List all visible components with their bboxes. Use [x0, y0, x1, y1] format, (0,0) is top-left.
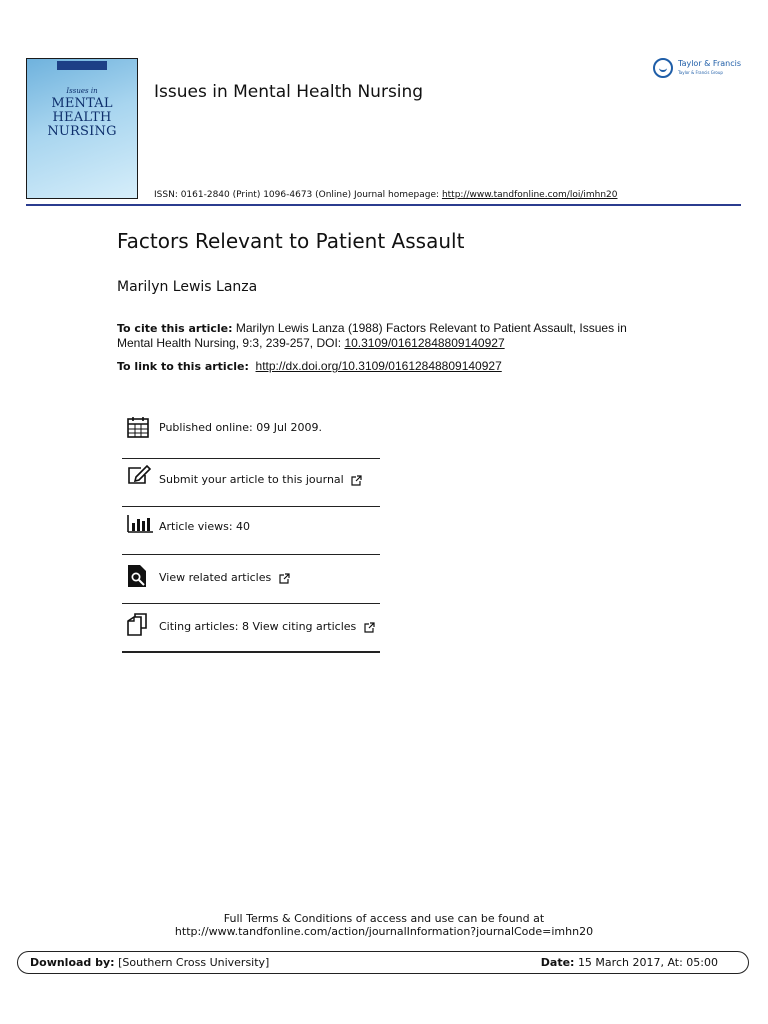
edit-icon — [127, 465, 151, 489]
terms-notice — [0, 912, 768, 938]
info-views — [122, 507, 380, 555]
submit-article-label: Submit your article to this journal — [159, 473, 344, 486]
date-value: 15 March 2017, At: 05:00 — [577, 956, 718, 969]
published-date: Published online: 09 Jul 2009. — [159, 421, 322, 434]
citation-doi-link[interactable]: 10.3109/01612848809140927 — [344, 336, 505, 350]
cover-line-1: MENTAL — [51, 96, 113, 111]
journal-homepage-link[interactable]: http://www.tandfonline.com/loi/imhn20 — [441, 190, 618, 200]
citation-label: To cite this article: — [117, 322, 233, 335]
terms-line-1: Full Terms & Conditions of access and use can be found at — [223, 912, 545, 925]
terms-url[interactable]: http://www.tandfonline.com/action/journalInformation?journalCode=imhn20 — [174, 925, 594, 938]
info-citing[interactable] — [122, 605, 380, 653]
citing-articles-label: Citing articles: 8 View citing articles — [159, 620, 357, 633]
download-date — [541, 956, 718, 969]
external-link-icon — [279, 573, 290, 584]
cover-band — [57, 61, 107, 70]
external-link-icon — [351, 475, 362, 486]
download-by — [30, 956, 269, 969]
cover-small-text: Issues in — [66, 87, 98, 95]
related-articles-link[interactable] — [159, 571, 290, 584]
info-divider — [122, 603, 380, 604]
journal-cover-image — [26, 58, 138, 199]
publisher-logo — [653, 58, 749, 80]
publisher-logo-icon — [653, 58, 673, 78]
citing-documents-icon — [127, 613, 151, 641]
article-title: Factors Relevant to Patient Assault — [117, 229, 465, 253]
article-doi-url[interactable]: http://dx.doi.org/10.3109/01612848809140927 — [255, 359, 502, 373]
link-label: To link to this article: — [117, 360, 249, 373]
download-info-bar — [17, 951, 749, 974]
cover-line-2: HEALTH — [52, 110, 112, 125]
article-views: Article views: 40 — [159, 520, 251, 533]
journal-title: Issues in Mental Health Nursing — [154, 82, 424, 102]
publisher-group: Taylor & Francis Group — [678, 70, 723, 75]
info-published — [122, 411, 380, 459]
article-author: Marilyn Lewis Lanza — [117, 279, 258, 295]
date-label: Date: — [540, 956, 575, 969]
download-label: Download by: — [30, 956, 115, 969]
issn-text: ISSN: 0161-2840 (Print) 1096-4673 (Online) Journal homepage: — [154, 190, 440, 200]
citing-articles-link[interactable] — [159, 620, 375, 633]
info-divider — [122, 651, 380, 653]
info-related[interactable] — [122, 556, 380, 604]
publisher-name: Taylor & Francis — [678, 59, 741, 68]
info-divider — [122, 554, 380, 555]
citation-text: Marilyn Lewis Lanza (1988) Factors Relevant to Patient Assault, Issues in Mental Health Nursing, 9:3, 239-257, DOI: — [117, 321, 627, 350]
external-link-icon — [364, 622, 375, 633]
issn-line — [154, 190, 618, 200]
info-submit[interactable] — [122, 459, 380, 507]
link-to-article — [117, 359, 502, 373]
bar-chart-icon — [127, 515, 153, 537]
related-articles-label: View related articles — [159, 571, 272, 584]
calendar-icon — [127, 416, 149, 442]
submit-article-link[interactable] — [159, 473, 362, 486]
citation-block — [117, 321, 657, 350]
search-document-icon — [127, 564, 149, 592]
download-institution: [Southern Cross University] — [118, 956, 270, 969]
cover-line-3: NURSING — [47, 124, 117, 139]
header-divider — [26, 204, 741, 206]
